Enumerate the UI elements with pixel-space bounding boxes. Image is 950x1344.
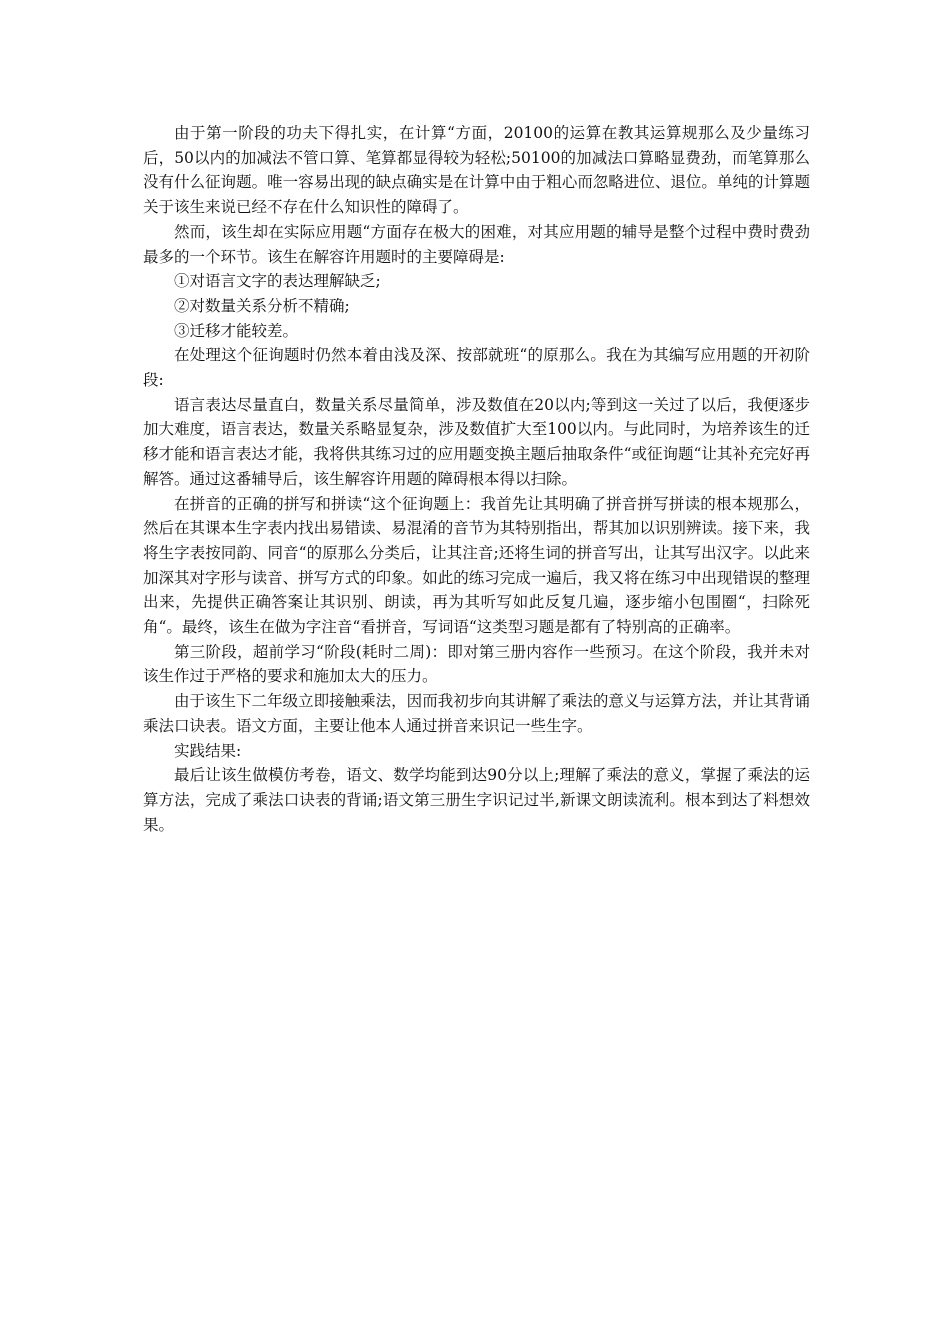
paragraph-results: 最后让该生做模仿考卷，语文、数学均能到达90分以上;理解了乘法的意义，掌握了乘法的运算方法，完成了乘法口诀表的背诵;语文第三册生字识记过半,新课文朗读流利。根本到达了料想效果。 <box>143 766 810 834</box>
paragraph-multiplication: 由于该生下二年级立即接触乘法，因而我初步向其讲解了乘法的意义与运算方法，并让其背诵乘法口诀表。语文方面，主要让他本人通过拼音来识记一些生字。 <box>143 692 810 735</box>
paragraph-stage-three: 第三阶段，超前学习“阶段(耗时二周)：即对第三册内容作一些预习。在这个阶段，我并未对该生作过于严格的要求和施加太大的压力。 <box>143 642 810 686</box>
document-body <box>143 121 810 837</box>
paragraph-language-expression: 语言表达尽量直白，数量关系尽量简单，涉及数值在20以内;等到这一关过了以后，我便逐步加大难度，语言表达，数量关系略显复杂，涉及数值扩大至100以内。与此同时，为培养该生的迁移才能和语言表达才能，我将供其练习过的应用题变换主题后抽取条件“或征询题“让其补充完好再解答。通过这番辅导后，该生解容许用题的障碍根本得以扫除。 <box>143 395 810 488</box>
paragraph-word-problems: 然而，该生却在实际应用题“方面存在极大的困难，对其应用题的辅导是整个过程中费时费劲最多的一个环节。该生在解容许用题时的主要障碍是: <box>143 222 810 266</box>
paragraph-calculation: 由于第一阶段的功夫下得扎实，在计算“方面，20100的运算在教其运算规那么及少量练习后，50以内的加减法不管口算、笔算都显得较为轻松;50100的加减法口算略显费劲，而笔算那么没有什么征询题。唯一容易出现的缺点确实是在计算中由于粗心而忽略进位、退位。单纯的计算题关于该生来说已经不存在什么知识性的障碍了。 <box>143 124 810 217</box>
section-heading-results: 实践结果: <box>174 741 242 760</box>
paragraph-pinyin: 在拼音的正确的拼写和拼读“这个征询题上：我首先让其明确了拼音拼写拼读的根本规那么，然后在其课本生字表内找出易错读、易混淆的音节为其特别指出，帮其加以识别辨读。接下来，我将生字表按同韵、同音“的原那么分类后，让其注音;还将生词的拼音写出，让其写出汉字。以此来加深其对字形与读音、拼写方式的印象。如此的练习完成一遍后，我又将在练习中出现错误的整理出来，先提供正确答案让其识别、朗读，再为其听写如此反复几遍，逐步缩小包围圈“，扫除死角“。最终，该生在做为字注音“看拼音，写词语“这类型习题是都有了特别高的正确率。 <box>143 494 810 637</box>
paragraph-approach: 在处理这个征询题时仍然本着由浅及深、按部就班“的原那么。我在为其编写应用题的开初阶段: <box>143 346 810 390</box>
list-item-obstacle-1: ①对语言文字的表达理解缺乏; <box>174 272 381 291</box>
list-item-obstacle-3: ③迁移才能较差。 <box>174 321 299 340</box>
list-item-obstacle-2: ②对数量关系分析不精确; <box>174 296 350 315</box>
